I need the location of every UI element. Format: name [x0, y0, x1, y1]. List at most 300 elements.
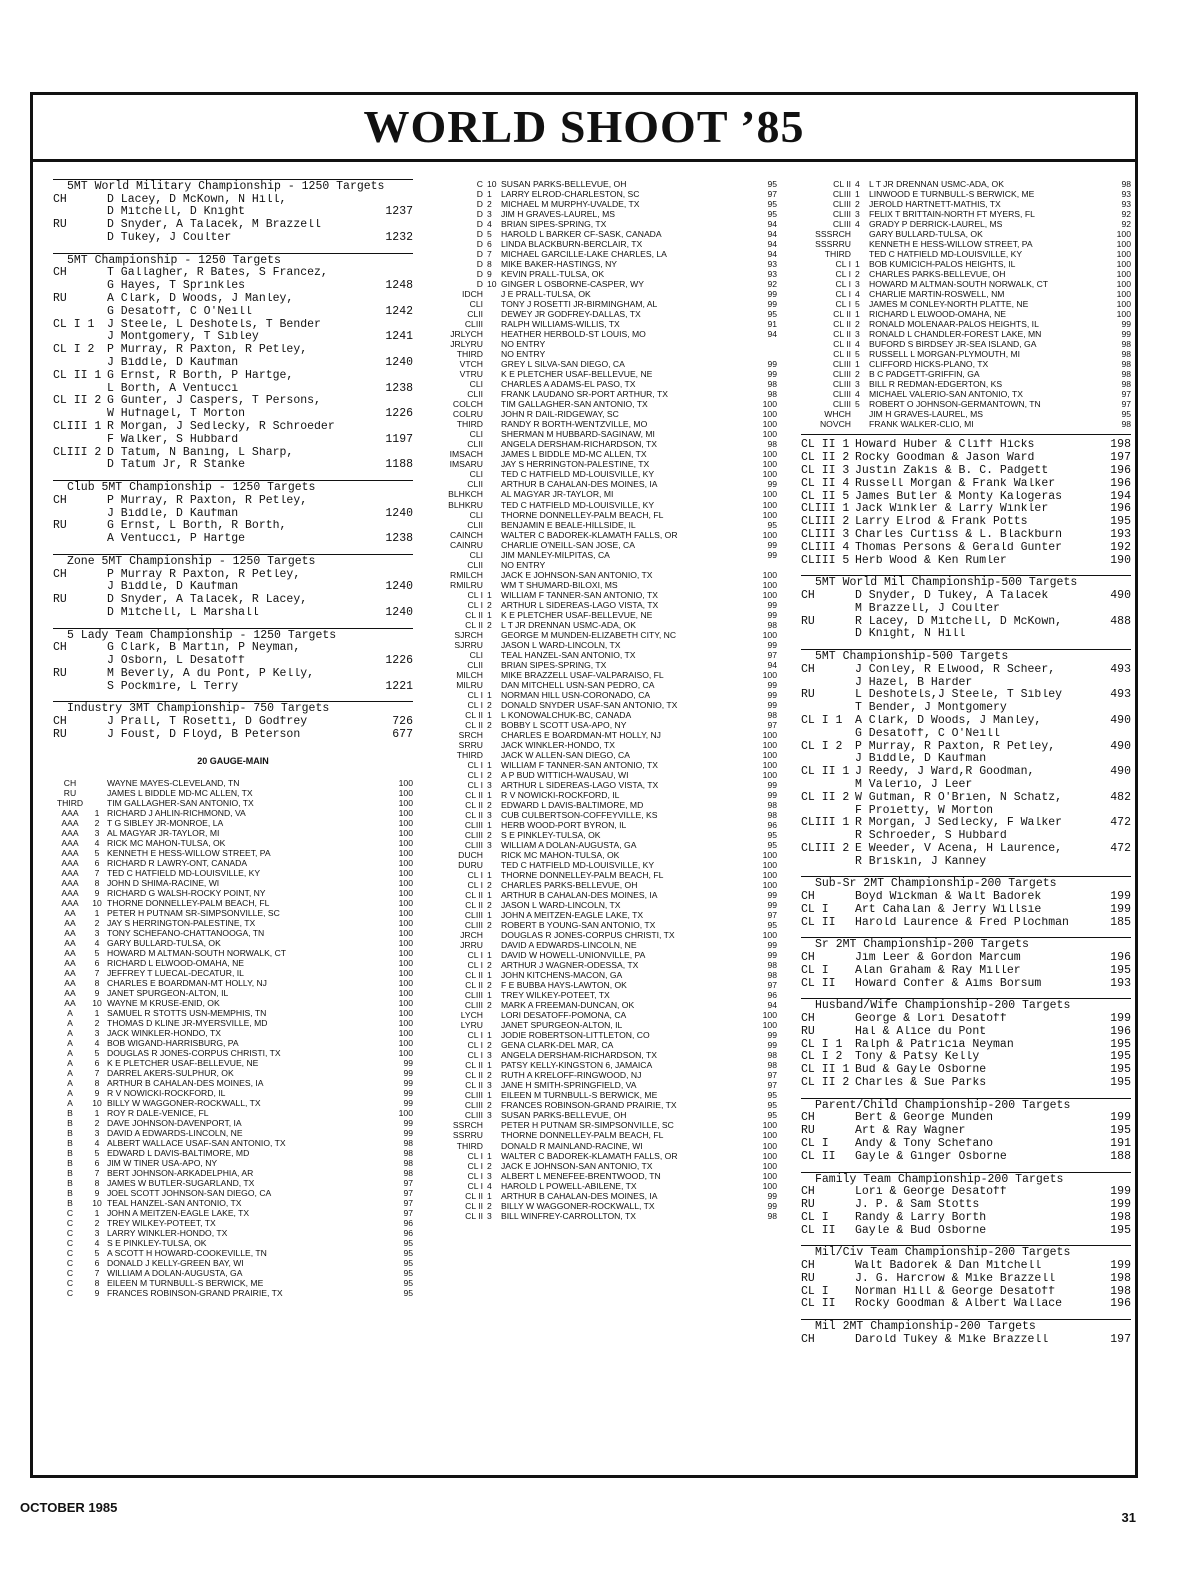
result-row	[53, 1228, 413, 1238]
shooter-name: THORNE DONNELLEY-PALM BEACH, FL	[107, 897, 270, 908]
shooter-name: JOHN R DAIL-RIDGEWAY, SC	[501, 409, 619, 420]
shooter-name: PETER H PUTNAM SR-SIMPSONVILLE, SC	[107, 907, 280, 918]
place: 3	[94, 927, 100, 938]
place	[487, 389, 501, 399]
score: 100	[762, 469, 777, 480]
score: 100	[762, 1020, 777, 1031]
team-members: Howard Huber & Cliff Hicks	[855, 439, 1035, 452]
result-row	[441, 319, 777, 329]
class-label: CL I	[467, 779, 483, 790]
score: 98	[1121, 379, 1131, 390]
score: 95	[403, 1268, 413, 1279]
team-members: J. G. Harcrow & Mike Brazzell	[855, 1272, 1056, 1285]
team-row	[53, 729, 413, 742]
place-label: CH	[801, 1111, 815, 1125]
place-label	[801, 702, 855, 715]
score: 100	[762, 399, 777, 410]
place: 7	[94, 1168, 100, 1179]
shooter-name: HOWARD M ALTMAN-SOUTH NORWALK, CT	[107, 947, 287, 958]
shooter-name: RICHARD L ELWOOD-OMAHA, NE	[107, 957, 245, 968]
class-label: AAA	[61, 837, 79, 848]
class-label: CL I	[467, 1150, 483, 1161]
result-row	[441, 720, 777, 730]
shooter-name: CHARLES PARKS-BELLEVUE, OH	[869, 269, 1006, 280]
class-label: RMILCH	[450, 569, 483, 580]
shooter-name: ANGELA DERSHAM-RICHARDSON, TX	[501, 439, 657, 450]
result-row	[441, 810, 777, 820]
team-members: J Biddle, D Kaufman	[107, 356, 239, 369]
place: 8	[94, 877, 100, 888]
class-label: THIRD	[456, 749, 483, 760]
shooter-name: SAMUEL R STOTTS USN-MEMPHIS, TN	[107, 1008, 267, 1019]
shooter-name: RUTH A KRELOFF-RINGWOOD, NJ	[501, 1070, 642, 1081]
score: 98	[403, 1168, 413, 1179]
score: 197	[1110, 451, 1131, 465]
score	[361, 668, 413, 681]
place: 3	[487, 209, 492, 220]
team-members: Boyd Wickman & Walt Badorek	[855, 891, 1042, 904]
result-row	[441, 750, 777, 760]
shooter-name: RICHARD L ELWOOD-OMAHA, NE	[869, 309, 1007, 320]
place-label: CL I	[801, 1284, 829, 1298]
score: 493	[1110, 688, 1131, 702]
place	[487, 459, 501, 469]
team-championships	[53, 179, 413, 742]
place-label: CL II 2	[801, 790, 850, 804]
place-label	[53, 655, 107, 668]
place: 2	[487, 880, 492, 891]
shooter-name: K E PLETCHER USAF-BELLEVUE, NE	[501, 609, 653, 620]
score: 100	[398, 817, 413, 828]
team-members: A Clark, D Woods, J Manley,	[107, 292, 294, 305]
class-label: CLII	[467, 389, 483, 400]
score: 94	[767, 1000, 777, 1011]
place-label	[53, 306, 107, 319]
team-members: Randy & Larry Borth	[855, 1211, 987, 1224]
team-row	[53, 607, 413, 620]
place: 2	[487, 960, 492, 971]
result-row	[801, 259, 1131, 269]
place-label: CH	[53, 715, 67, 729]
place: 6	[94, 1158, 100, 1169]
result-row	[53, 1148, 413, 1158]
team-row	[801, 664, 1131, 677]
score: 98	[767, 1050, 777, 1061]
score: 99	[767, 359, 777, 370]
place: 3	[487, 779, 492, 790]
place	[487, 530, 501, 540]
place-label: CH	[53, 266, 67, 280]
section-heading: Husband/Wife Championship-200 Targets	[801, 998, 1131, 1013]
class-label: IMSARU	[449, 459, 483, 470]
place-label: RU	[801, 614, 815, 628]
team-members: G Ernst, L Borth, R Borth,	[107, 520, 287, 533]
score: 100	[398, 1038, 413, 1049]
shooter-name: JACK WINKLER-HONDO, TX	[501, 739, 615, 750]
result-row	[441, 930, 777, 940]
shooter-name: JASON L WARD-LINCOLN, TX	[501, 639, 621, 650]
score: 96	[767, 820, 777, 830]
class-label: CLIII	[464, 1090, 483, 1101]
team-members: Walt Badorek & Dan Mitchell	[855, 1259, 1042, 1272]
section-rows	[801, 1334, 1131, 1347]
place: 5	[94, 947, 100, 958]
place	[487, 940, 501, 950]
result-row	[441, 980, 777, 990]
result-row	[53, 778, 413, 788]
result-row	[441, 279, 777, 289]
result-row	[53, 1108, 413, 1118]
section-rows	[801, 1260, 1131, 1311]
class-label: CLI	[469, 299, 483, 310]
score: 99	[767, 369, 777, 380]
score: 97	[403, 1178, 413, 1189]
result-row	[801, 179, 1131, 189]
team-row	[801, 1013, 1131, 1026]
place-label: CL I	[801, 902, 829, 916]
shooter-name: RICHARD J AHLIN-RICHMOND, VA	[107, 807, 246, 818]
team-members: J. P. & Sam Stotts	[855, 1199, 980, 1211]
shooter-name: JANE H SMITH-SPRINGFIELD, VA	[501, 1080, 637, 1091]
place	[487, 349, 501, 359]
place: 2	[855, 319, 860, 330]
score: 99	[1121, 319, 1131, 330]
team-members: E Weeder, V Acena, H Laurence,	[855, 842, 1063, 855]
result-row	[53, 1158, 413, 1168]
class-label: C	[66, 1228, 74, 1239]
place: 2	[855, 199, 860, 210]
section-rows	[53, 495, 413, 546]
team-members: P Murray R Paxton, R Petley,	[107, 568, 301, 581]
team-members: G Clark, B Martin, P Neyman,	[107, 642, 301, 655]
score: 100	[398, 777, 413, 788]
place-label: CL II 1	[801, 438, 850, 452]
place: 1	[855, 259, 860, 270]
result-row	[801, 329, 1131, 339]
score: 100	[398, 807, 413, 818]
shooter-name: BRIAN SIPES-SPRING, TX	[501, 659, 607, 670]
team-members: Bud & Gayle Osborne	[855, 1064, 987, 1077]
class-label: B	[67, 1158, 73, 1169]
place-label	[801, 830, 855, 843]
column-left	[53, 179, 413, 1298]
result-row	[441, 349, 777, 359]
team-row	[53, 520, 413, 533]
class-label: AAA	[61, 887, 79, 898]
page-title: WORLD SHOOT ’85	[33, 95, 1135, 162]
score: 98	[767, 389, 777, 400]
shooter-name: FRANK WALKER-CLIO, MI	[869, 419, 974, 430]
score: 99	[767, 950, 777, 961]
team-row	[801, 1125, 1131, 1138]
class-label: SJRRU	[454, 639, 483, 650]
place	[87, 798, 107, 808]
shooter-name: JAMES L BIDDLE MD-MC ALLEN, TX	[501, 449, 647, 460]
result-row	[441, 610, 777, 620]
shooter-name: LINWOOD E TURNBULL-S BERWICK, ME	[869, 189, 1035, 200]
result-row	[53, 1118, 413, 1128]
shooter-name: LARRY ELROD-CHARLESTON, SC	[501, 189, 640, 200]
team-members: Tony & Patsy Kelly	[855, 1051, 980, 1064]
shooter-name: ROBERT B YOUNG-SAN ANTONIO, TX	[501, 920, 656, 931]
place: 2	[487, 830, 492, 841]
class-label: AA	[64, 907, 76, 918]
result-row	[441, 429, 777, 439]
class-label: CLIII	[832, 359, 851, 370]
score: 198	[1110, 1271, 1131, 1285]
team-members: Herb Wood & Ken Rumler	[855, 554, 1007, 567]
class-label: CL II	[465, 709, 483, 720]
result-row	[441, 570, 777, 580]
score: 98	[1121, 369, 1131, 380]
result-row	[53, 888, 413, 898]
class-label: D	[476, 269, 483, 280]
place-label: CH	[53, 493, 67, 507]
score: 100	[762, 499, 777, 510]
result-row	[801, 409, 1131, 419]
score: 95	[767, 1110, 777, 1121]
result-row	[53, 1048, 413, 1058]
class-label: THIRD	[456, 419, 483, 430]
place-label	[53, 533, 107, 546]
score: 100	[762, 489, 777, 500]
team-row	[801, 603, 1131, 616]
team-row	[53, 408, 413, 421]
shooter-name: JOHN KITCHENS-MACON, GA	[501, 970, 623, 981]
championship-section	[801, 998, 1131, 1089]
result-row	[801, 269, 1131, 279]
result-row	[53, 1018, 413, 1028]
place-label: CLIII 2	[801, 515, 850, 529]
place-label: CLIII 1	[53, 419, 102, 433]
score: 100	[398, 1028, 413, 1039]
place	[487, 1020, 501, 1030]
place: 2	[487, 199, 492, 210]
team-row	[801, 689, 1131, 702]
score: 490	[1110, 765, 1131, 779]
class-label: B	[67, 1168, 73, 1179]
result-row	[53, 1258, 413, 1268]
place: 2	[487, 1200, 492, 1211]
place: 6	[94, 957, 100, 968]
class-label: SRCH	[458, 729, 483, 740]
class-label: B	[67, 1188, 73, 1199]
result-row	[441, 800, 777, 810]
page-number: 31	[1121, 1510, 1136, 1525]
result-row	[441, 269, 777, 279]
result-row	[441, 1181, 777, 1191]
class-label: CH	[63, 777, 77, 788]
result-row	[441, 179, 777, 189]
class-label: B	[67, 1128, 73, 1139]
class-label: CL II	[833, 349, 851, 360]
result-row	[441, 1161, 777, 1171]
shooter-name: TIM GALLAGHER-SAN ANTONIO, TX	[501, 399, 648, 410]
place	[487, 580, 501, 590]
score	[1079, 856, 1131, 869]
team-members: D Snyder, A Talacek, R Lacey,	[107, 594, 308, 607]
result-row	[801, 419, 1131, 429]
score: 99	[767, 599, 777, 610]
place: 1	[94, 1008, 100, 1019]
team-members: James Butler & Monty Kalogeras	[855, 490, 1063, 503]
place	[487, 550, 501, 560]
class-label: B	[67, 1178, 73, 1189]
score: 100	[398, 887, 413, 898]
result-row	[53, 878, 413, 888]
class-label: AAA	[61, 807, 79, 818]
shooter-name: WAYNE M KRUSE-ENID, OK	[107, 998, 220, 1008]
shooter-name: CLIFFORD HICKS-PLANO, TX	[869, 359, 989, 370]
place-label: CL II	[801, 976, 836, 990]
shooter-name: EILEEN M TURNBULL-S BERWICK, ME	[107, 1278, 264, 1289]
score: 94	[767, 239, 777, 250]
place-label: CLIII 4	[801, 540, 850, 554]
place-label: CH	[801, 1185, 815, 1199]
result-row	[441, 520, 777, 530]
score: 100	[398, 1048, 413, 1059]
place: 1	[487, 990, 492, 1001]
result-row	[441, 900, 777, 910]
score: 100	[1116, 269, 1131, 280]
place: 1	[487, 890, 492, 901]
class-label: CL II	[833, 339, 851, 350]
shooter-name: THORNE DONNELLEY-PALM BEACH, FL	[501, 870, 664, 881]
result-row	[53, 968, 413, 978]
place: 8	[94, 1078, 100, 1089]
class-label: CL I	[835, 279, 851, 290]
team-members: Harold Laurence & Fred Plochman	[855, 916, 1069, 929]
score: 1240	[385, 605, 413, 619]
team-members: R Lacey, D Mitchell, D McKown,	[855, 615, 1063, 628]
result-row	[441, 189, 777, 199]
place	[487, 329, 501, 339]
place-label: CL I 1	[801, 1037, 843, 1051]
class-label: C	[66, 1208, 74, 1219]
score: 99	[767, 289, 777, 300]
result-row	[53, 1068, 413, 1078]
shooter-name: JAMES W BUTLER-SUGARLAND, TX	[107, 1178, 255, 1189]
result-row	[441, 1030, 777, 1040]
place-label: RU	[53, 218, 67, 232]
score: 93	[767, 259, 777, 270]
shooter-name: WALTER C BADOREK-KLAMATH FALLS, OR	[501, 529, 678, 540]
result-row	[53, 928, 413, 938]
team-row	[53, 716, 413, 729]
result-row	[53, 1188, 413, 1198]
result-row	[801, 349, 1131, 359]
two-man-team-results	[801, 439, 1131, 567]
shooter-name: TED C HATFIELD MD-LOUISVILLE, KY	[107, 867, 261, 878]
place: 1	[487, 589, 492, 600]
class-label: CLII	[467, 519, 483, 530]
score: 100	[398, 927, 413, 938]
place: 2	[487, 769, 492, 780]
score: 94	[767, 659, 777, 670]
score	[729, 560, 777, 570]
team-row	[801, 917, 1131, 930]
team-members: G Desatoff, C O'Neill	[855, 727, 1000, 740]
result-row	[53, 838, 413, 848]
place	[487, 930, 501, 940]
place: 1	[487, 1150, 492, 1161]
place-label: CLIII 3	[801, 527, 850, 541]
team-row	[801, 1138, 1131, 1151]
place: 5	[855, 349, 860, 360]
class-label: LYRU	[460, 1020, 483, 1031]
place: 2	[94, 1018, 100, 1029]
score: 95	[403, 1288, 413, 1299]
team-row	[801, 891, 1131, 904]
shooter-name: K E PLETCHER USAF-BELLEVUE, NE	[107, 1058, 259, 1069]
result-row	[53, 1138, 413, 1148]
class-label: CLI	[469, 379, 483, 390]
shooter-name: JODIE ROBERTSON-LITTLETON, CO	[501, 1030, 650, 1041]
result-row	[53, 828, 413, 838]
class-label: CL II	[465, 809, 483, 820]
class-label: CL II	[465, 619, 483, 630]
team-row	[801, 965, 1131, 978]
result-row	[441, 1191, 777, 1201]
team-members: P Murray, R Paxton, R Petley,	[107, 494, 308, 507]
team-members: Art Cahalan & Jerry Willsie	[855, 903, 1042, 916]
shooter-name: BOB WIGAND-HARRISBURG, PA	[107, 1038, 239, 1049]
team-members: T Gallagher, R Bates, S Francez,	[107, 267, 328, 280]
shooter-name: CHARLIE O'NEILL-SAN JOSE, CA	[501, 539, 635, 550]
team-row	[801, 516, 1131, 529]
team-row	[53, 508, 413, 521]
shooter-name: EDWARD L DAVIS-BALTIMORE, MD	[107, 1148, 250, 1159]
score: 99	[767, 689, 777, 700]
score: 98	[1121, 359, 1131, 370]
class-label: CL I	[467, 1050, 483, 1061]
shooter-name: ANGELA DERSHAM-RICHARDSON, TX	[501, 1050, 657, 1061]
score: 100	[762, 930, 777, 941]
team-members: R Schroeder, S Hubbard	[855, 830, 1007, 843]
score: 100	[1116, 289, 1131, 300]
class-label: CLIII	[832, 189, 851, 200]
shooter-name: JIM MANLEY-MILPITAS, CA	[501, 549, 610, 560]
place-label	[53, 434, 107, 447]
championship-section	[53, 480, 413, 546]
place: 2	[94, 917, 100, 928]
place: 2	[487, 900, 492, 911]
score: 99	[767, 1200, 777, 1211]
shooter-name: HEATHER HERBOLD-ST LOUIS, MO	[501, 329, 646, 340]
place-label	[801, 856, 855, 869]
place: 1	[94, 907, 100, 918]
class-label: B	[67, 1108, 73, 1119]
team-row	[801, 452, 1131, 465]
score: 95	[767, 179, 777, 189]
score: 677	[392, 727, 413, 741]
score: 199	[1110, 902, 1131, 916]
place: 3	[487, 840, 492, 851]
place: 1	[94, 1108, 100, 1119]
section-rows	[53, 716, 413, 742]
score: 96	[403, 1228, 413, 1239]
place	[487, 640, 501, 650]
score: 198	[1110, 438, 1131, 452]
score: 1242	[385, 304, 413, 318]
class-label: SSSRCH	[815, 229, 851, 240]
score: 100	[762, 529, 777, 540]
team-members: Russell Morgan & Frank Walker	[855, 477, 1056, 490]
score	[1079, 603, 1131, 616]
class-label: CL I	[835, 259, 851, 270]
team-row	[53, 668, 413, 681]
shooter-name: JEROLD HARTNETT-MATHIS, TX	[869, 199, 1001, 210]
